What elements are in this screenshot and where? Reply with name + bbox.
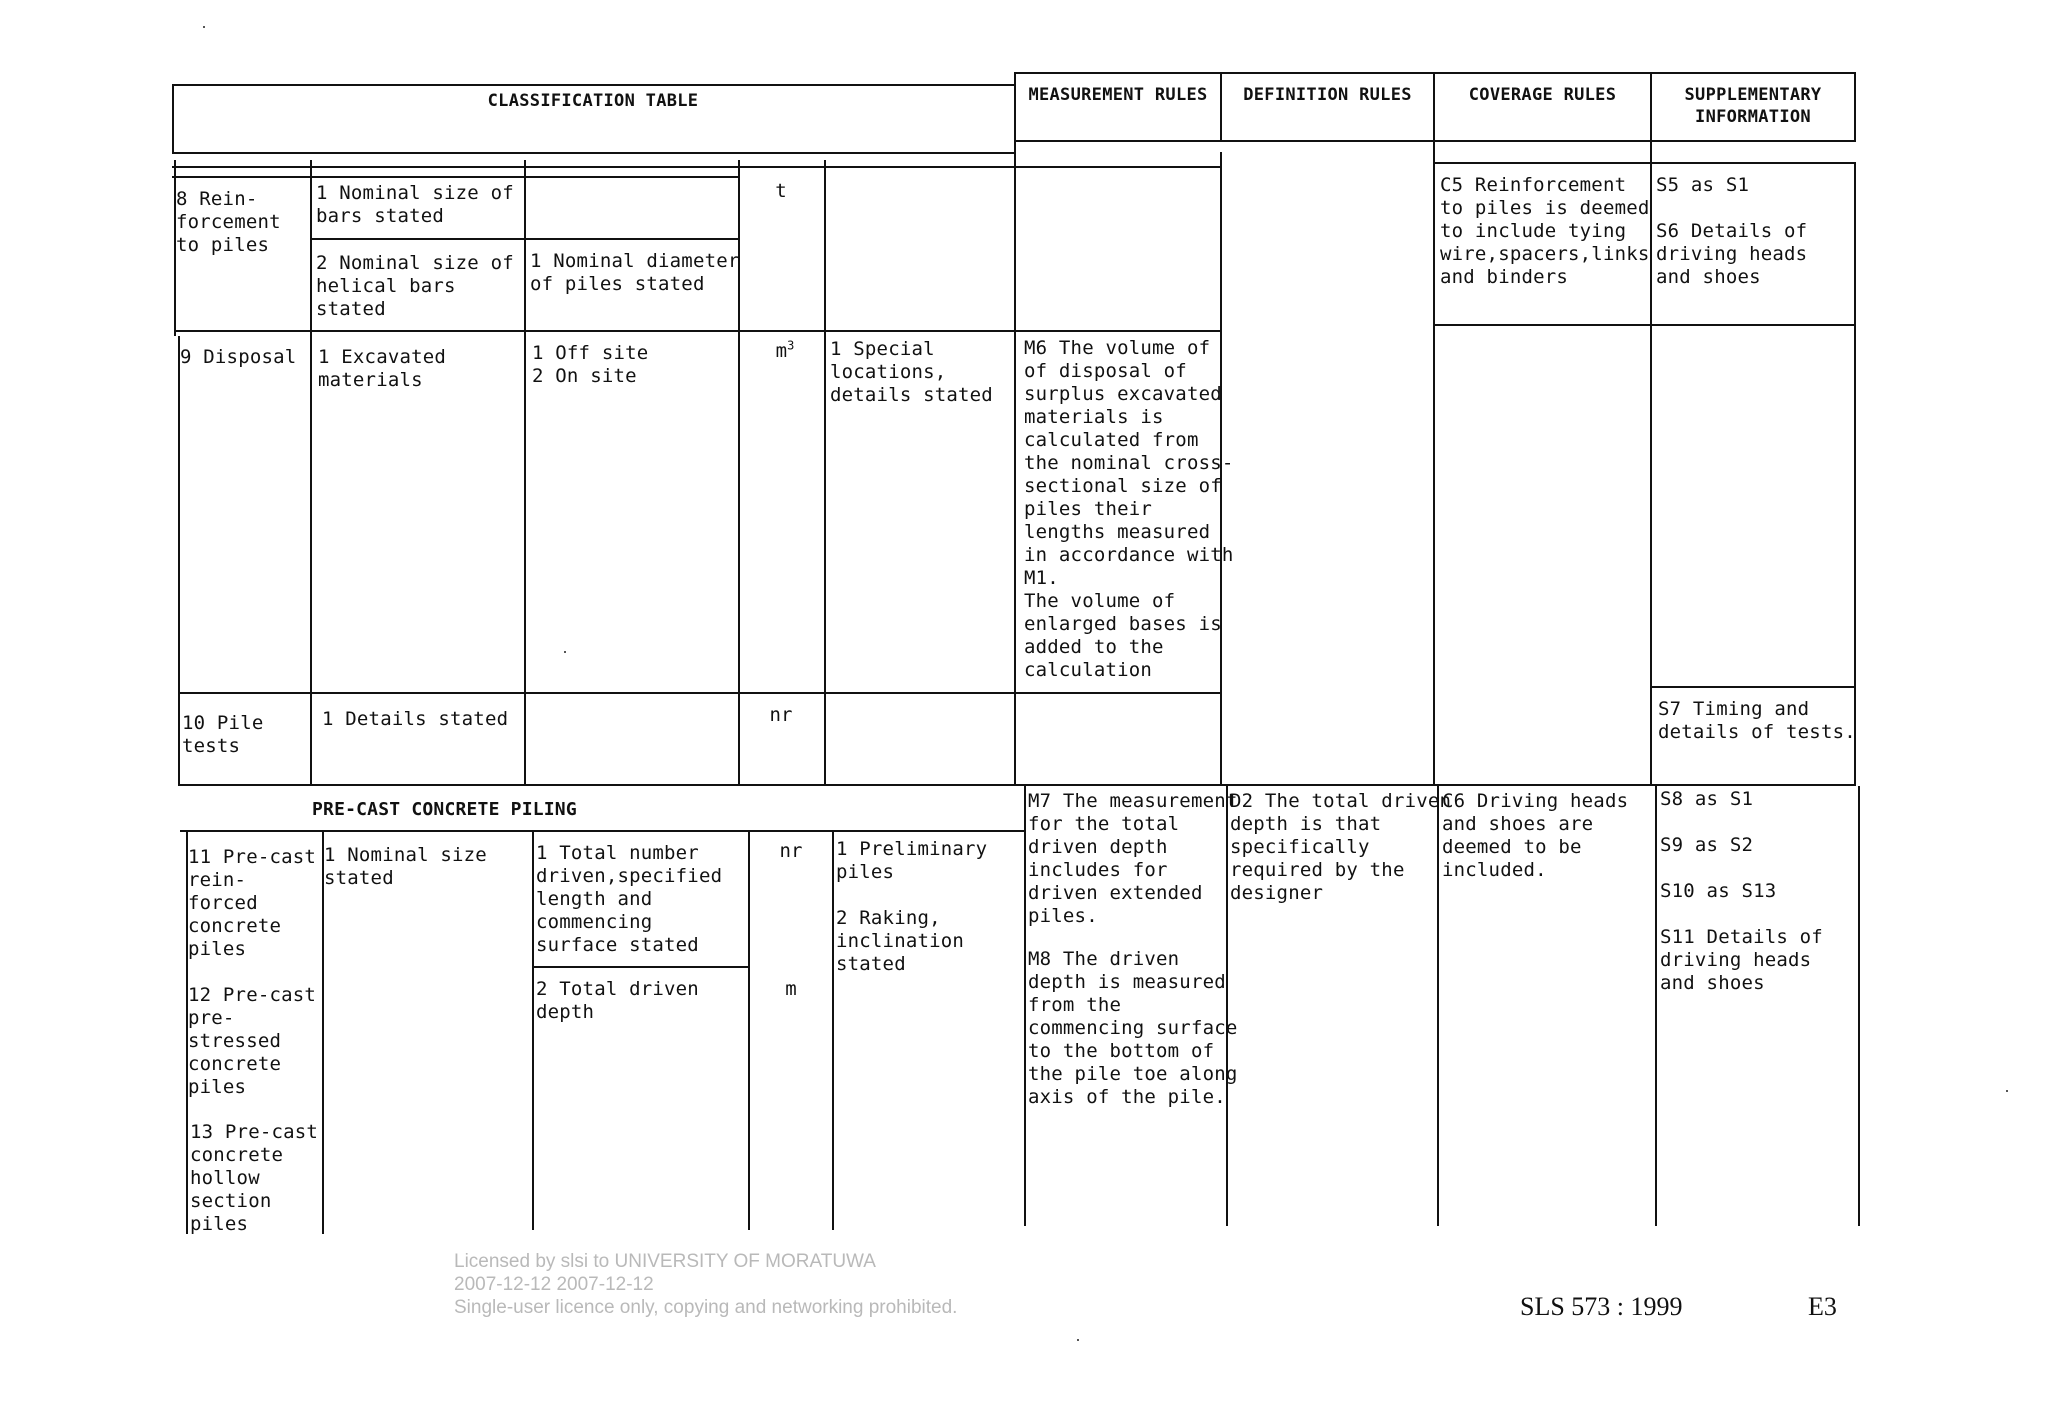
watermark-line-3: Single-user licence only, copying and networking prohibited. [454,1297,958,1318]
col-measurement-bottom [1024,786,1026,1226]
col-feature-bottom [322,830,324,1234]
row9-bottom-line [178,692,1220,694]
row8-unit: t [775,180,787,202]
header-top-line [172,84,1014,86]
row10-item: 10 Pile tests [182,712,264,757]
header-right-border [1854,72,1856,142]
col-supplementary-bottom [1655,786,1657,1226]
header-bottom-line [172,152,1014,154]
row8-coverage: C5 Reinforcement to piles is deemed to include tying wire,spacers,links and binders [1440,174,1650,288]
col-unit-bottom [748,830,750,1230]
precast-section-title: PRE-CAST CONCRETE PILING [312,799,577,820]
row9-detail: 1 Off site 2 On site [532,342,649,387]
precast-measurement-m8: M8 The driven depth is measured from the commencing surface to the bottom of the pile toe along axis of the pile. [1028,948,1238,1108]
header-definition: DEFINITION RULES [1243,85,1412,105]
row8-supplementary-2: S6 Details of driving heads and shoes [1656,220,1808,288]
precast-extra: 1 Preliminary piles 2 Raking, inclination stated [836,838,988,975]
watermark-line-1: Licensed by slsi to UNIVERSITY OF MORATUWA [454,1251,876,1272]
row10-feature: 1 Details stated [322,708,509,730]
scan-speck [203,26,205,28]
header-supplementary: SUPPLEMENTARY INFORMATION [1684,85,1822,127]
row8-split-line [310,238,738,240]
col-measurement [1014,152,1016,786]
precast-title-bottom-line [180,830,1024,832]
header-divider-coverage [1433,72,1435,142]
precast-supplementary: S8 as S1 S9 as S2 S10 as S13 S11 Details of driving heads and shoes [1660,788,1823,994]
row9-unit-base: m [775,340,788,362]
row9-unit [745,340,825,363]
scan-speck [1077,1339,1079,1341]
col-extra-bottom [832,830,834,1230]
precast-item-11: 11 Pre-cast rein- forced concrete piles [188,846,317,960]
precast-detail-2: 2 Total driven depth [536,978,699,1023]
row9-item: 9 Disposal [180,346,297,368]
body-top-line-right [1433,162,1854,164]
precast-item-13: 13 Pre-cast concrete hollow section piles [190,1121,319,1235]
row10-supplementary: S7 Timing and details of tests. [1658,698,1856,743]
col-right-border-bottom [1858,786,1860,1226]
licence-watermark [454,1250,957,1319]
precast-detail-1: 1 Total number driven,specified length and commencing surface stated [536,842,723,956]
row8-item: 8 Rein- forcement to piles [176,188,281,256]
precast-unit-1: nr [779,840,803,862]
scan-speck [564,651,566,653]
row8-feature-2: 2 Nominal size of helical bars stated [316,252,514,320]
header-measurement: MEASUREMENT RULES [1028,85,1208,105]
precast-item-12: 12 Pre-cast pre- stressed concrete piles [188,984,317,1098]
precast-measurement-m7: M7 The measurement for the total driven depth includes for driven extended piles. [1028,790,1238,927]
precast-unit-2: m [785,978,797,1000]
header-divider-definition [1220,72,1222,142]
row9-measurement: M6 The volume of of disposal of surplus excavated materials is calculated from the nominal cross- sectional size of piles their lengths measured in accordance with M1. The volume of enlarged bases is added to the calculation [1024,337,1234,681]
watermark-line-2: 2007-12-12 2007-12-12 [454,1274,654,1295]
row10-bottom-line [178,784,1854,786]
precast-definition: D2 The total driven depth is that specifically required by the designer [1230,790,1452,904]
col-right-border [1854,162,1856,786]
header-top-line-right [1014,72,1856,74]
header-coverage: COVERAGE RULES [1468,85,1617,105]
precast-feature: 1 Nominal size stated [324,844,487,889]
row8-feature-1: 1 Nominal size of bars stated [316,182,514,227]
header-bottom-line-right [1014,140,1856,142]
page-number: E3 [1808,1292,1837,1321]
header-classification: CLASSIFICATION TABLE [487,91,699,111]
row9-extra: 1 Special locations, details stated [830,338,993,406]
col-coverage [1433,140,1435,786]
scan-speck [2006,1090,2008,1092]
standard-number: SLS 573 : 1999 [1520,1292,1683,1321]
row10-top-supp-line [1650,686,1854,688]
row8-bottom-line-right [1433,324,1854,326]
row9-feature: 1 Excavated materials [318,346,447,391]
row8-bottom-line [174,330,1220,332]
row9-unit-exponent: 3 [787,338,795,353]
row8-supplementary-1: S5 as S1 [1656,174,1750,196]
row8-top-line [172,176,738,178]
col-supplementary [1650,140,1652,786]
row8-detail: 1 Nominal diameter of piles stated [530,250,740,295]
precast-coverage: C6 Driving heads and shoes are deemed to be included. [1442,790,1629,881]
col-detail-bottom [532,830,534,1230]
body-top-line [172,166,1220,168]
row10-unit: nr [769,704,793,726]
col-item-left-lower [178,336,180,786]
precast-detail-split-line [532,966,748,968]
